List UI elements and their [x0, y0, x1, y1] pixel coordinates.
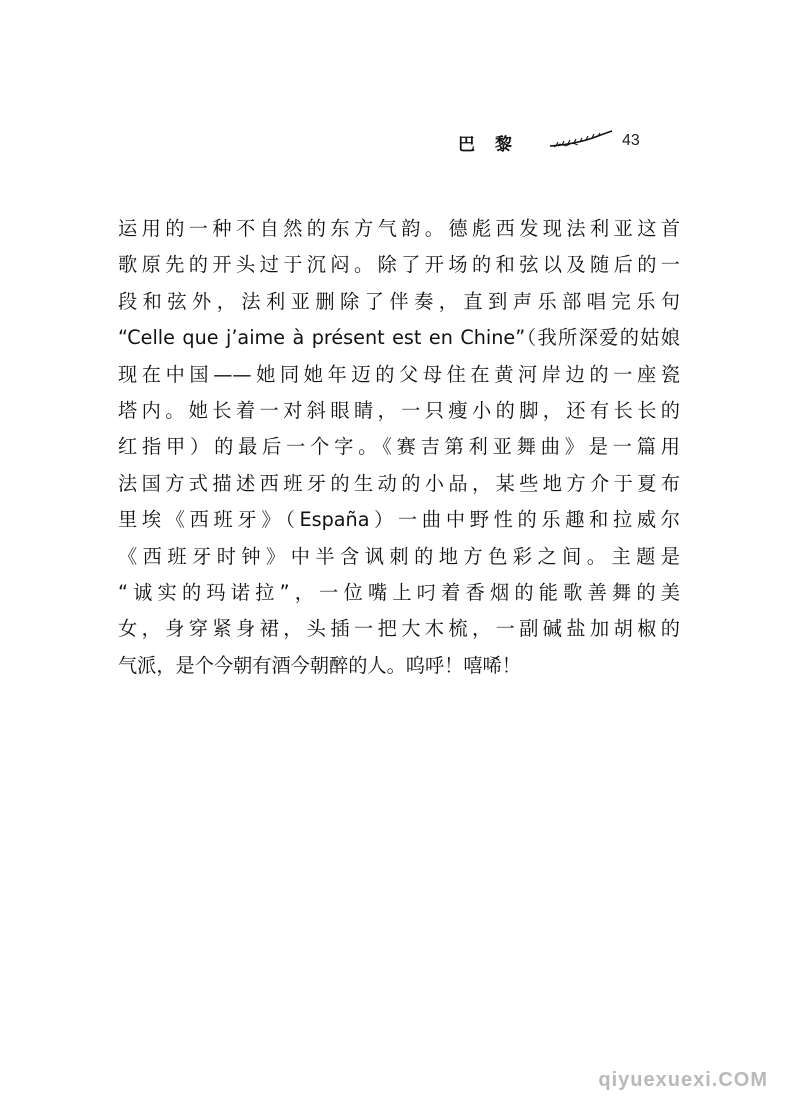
- text-line: 现在中国——她同她年迈的父母住在黄河岸边的一座瓷: [118, 362, 680, 386]
- page-number: 43: [622, 132, 640, 149]
- quill-ornament-icon: [548, 130, 614, 150]
- text-line: “诚实的玛诺拉”，一位嘴上叼着香烟的能歌善舞的美: [118, 580, 680, 604]
- text-line: 里埃《西班牙》（España）一曲中野性的乐趣和拉威尔: [118, 508, 680, 532]
- text-line: “Celle que j’aime à présent est en Chine”（我所深爱的姑娘: [118, 326, 680, 350]
- running-head: [440, 128, 670, 158]
- text-line: 段和弦外，法利亚删除了伴奏，直到声乐部唱完乐句: [118, 289, 680, 313]
- text-line: 红指甲）的最后一个字。《赛吉第利亚舞曲》是一篇用: [118, 435, 680, 459]
- text-line: 法国方式描述西班牙的生动的小品，某些地方介于夏布: [118, 471, 680, 495]
- text-line: 歌原先的开头过于沉闷。除了开场的和弦以及随后的一: [118, 253, 680, 277]
- watermark: qiyuexuexi.COM: [598, 1069, 768, 1091]
- text-line: 《西班牙时钟》中半含讽刺的地方色彩之间。主题是: [118, 544, 680, 568]
- text-line: 运用的一种不自然的东方气韵。德彪西发现法利亚这首: [118, 217, 680, 240]
- running-title: 巴黎: [458, 135, 532, 155]
- text-line: 女，身穿紧身裙，头插一把大木梳，一副碱盐加胡椒的: [118, 617, 680, 641]
- body-text: [118, 211, 680, 684]
- text-line: 气派，是个今朝有酒今朝醉的人。呜呼！嘻唏！: [118, 653, 521, 677]
- text-line: 塔内。她长着一对斜眼睛，一只瘦小的脚，还有长长的: [118, 398, 680, 422]
